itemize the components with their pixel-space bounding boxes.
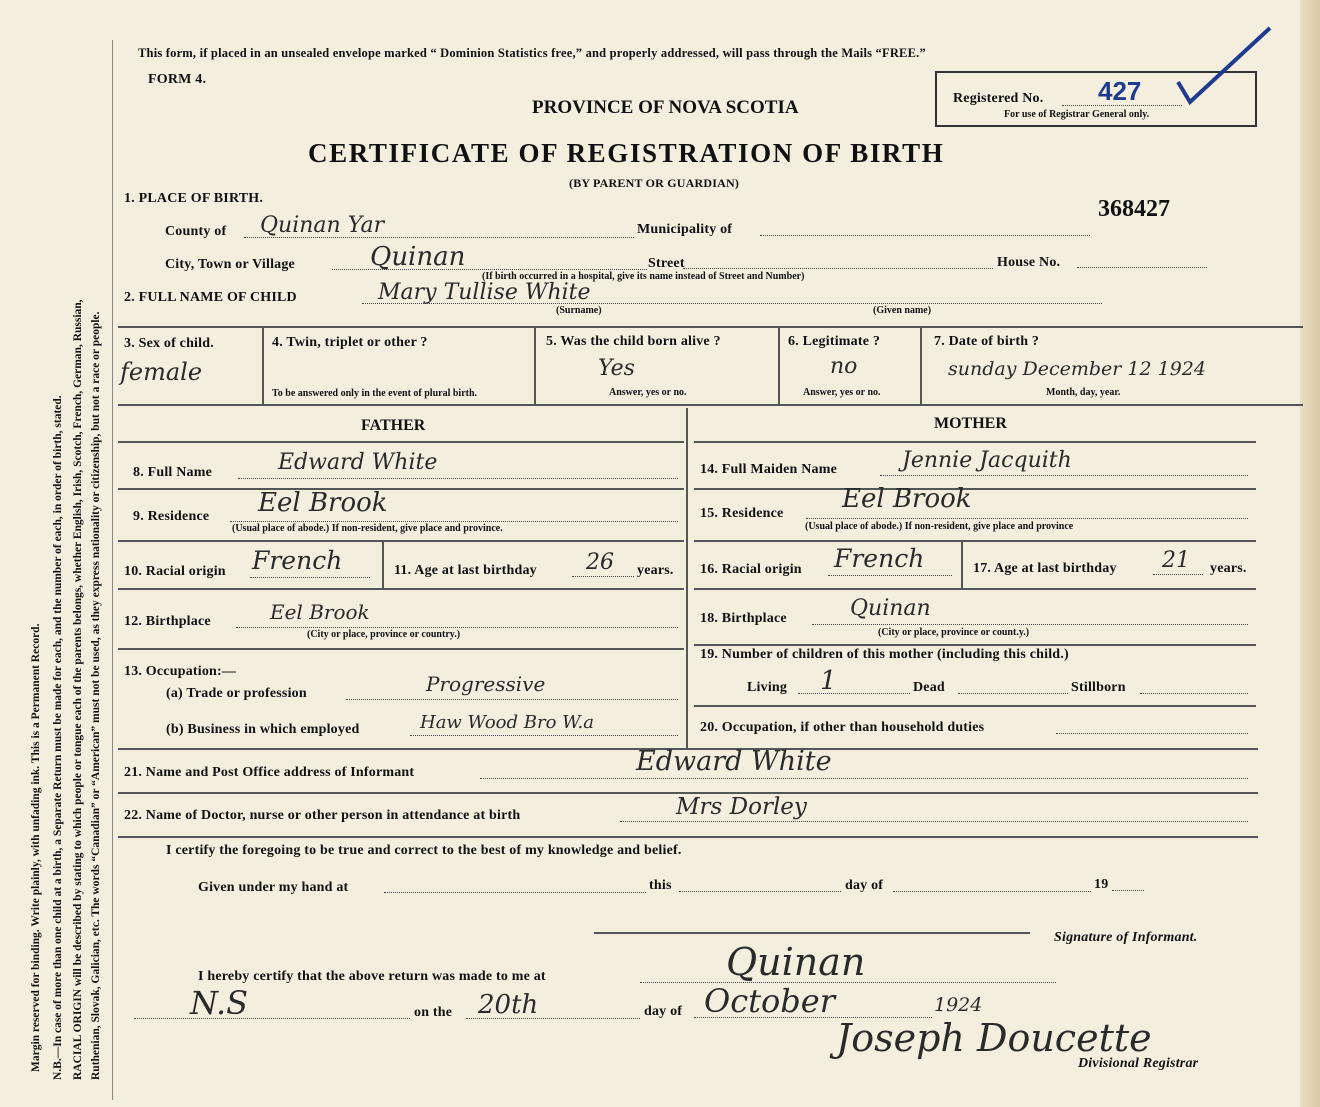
business-value: Haw Wood Bro W.a xyxy=(420,712,594,733)
place-section-label: 1. PLACE OF BIRTH. xyxy=(124,191,264,206)
mother-birthplace-line xyxy=(812,624,1248,625)
mother-name-label: 14. Full Maiden Name xyxy=(700,462,837,477)
given-under-label: Given under my hand at xyxy=(198,880,349,895)
father-residence-note: (Usual place of abode.) If non-resident, give place and province. xyxy=(232,523,503,534)
father-residence-value: Eel Brook xyxy=(258,488,388,518)
doctor-line xyxy=(620,821,1248,822)
mother-age-line xyxy=(1153,574,1203,575)
year-value: 1924 xyxy=(934,994,983,1016)
business-line xyxy=(410,735,678,736)
father-age-label: 11. Age at last birthday xyxy=(394,563,537,578)
rule xyxy=(118,441,684,443)
alive-label: 5. Was the child born alive ? xyxy=(546,334,721,349)
father-age-value: 26 xyxy=(586,550,614,575)
form-number: FORM 4. xyxy=(148,72,207,87)
mother-residence-value: Eel Brook xyxy=(842,484,972,514)
margin-note-2: N.B.—In case of more than one child at a birth, a Separate Return must be made for each, and the number of each, in order of birth, stated. xyxy=(52,395,64,1080)
day-of-label: day of xyxy=(845,878,884,893)
rule xyxy=(118,588,684,590)
registrar-place-value: Quinan xyxy=(726,940,866,984)
rule xyxy=(262,326,264,404)
year-prefix: 19 xyxy=(1094,877,1109,892)
father-racial-value: French xyxy=(252,546,343,575)
informant-signature-line xyxy=(594,932,1030,934)
mother-residence-note: (Usual place of abode.) If non-resident, give place and province xyxy=(805,521,1074,532)
father-name-label: 8. Full Name xyxy=(133,465,213,480)
informant-value: Edward White xyxy=(636,746,832,777)
certificate-title: CERTIFICATE OF REGISTRATION OF BIRTH xyxy=(308,138,945,168)
certificate-subtitle: (BY PARENT OR GUARDIAN) xyxy=(569,176,740,190)
rule xyxy=(694,705,1256,707)
column-divider xyxy=(686,408,688,748)
serial-number: 368427 xyxy=(1098,196,1170,222)
mother-racial-value: French xyxy=(834,544,925,573)
rule xyxy=(694,588,1256,590)
margin-note-4: Ruthenian, Slovak, Galician, etc. The words “Canadian” or “American” must not be used, as they express nationality or citizenship, but not a race or people. xyxy=(90,311,102,1080)
day-of2-label: day of xyxy=(644,1004,683,1019)
mother-birthplace-value: Quinan xyxy=(850,596,931,621)
legit-value: no xyxy=(830,354,858,379)
mother-heading: MOTHER xyxy=(934,415,1007,432)
informant-line xyxy=(480,778,1248,779)
father-heading: FATHER xyxy=(361,417,426,434)
father-birthplace-value: Eel Brook xyxy=(270,600,370,624)
alive-note: Answer, yes or no. xyxy=(609,387,687,398)
surname-note: (Surname) xyxy=(556,305,602,316)
occupation-label: 13. Occupation:— xyxy=(124,664,237,679)
informant-label: 21. Name and Post Office address of Informant xyxy=(124,765,415,780)
house-line xyxy=(1077,267,1207,268)
living-label: Living xyxy=(747,680,788,695)
province-line xyxy=(134,1018,410,1019)
living-line xyxy=(798,693,910,694)
rule xyxy=(920,326,922,404)
twin-note: To be answered only in the event of plural birth. xyxy=(272,388,478,399)
registrar-signature: Joseph Doucette xyxy=(836,1016,1152,1060)
living-value: 1 xyxy=(820,666,837,696)
father-residence-label: 9. Residence xyxy=(133,509,210,524)
doctor-label: 22. Name of Doctor, nurse or other person in attendance at birth xyxy=(124,808,521,823)
rule xyxy=(118,488,684,490)
mother-racial-label: 16. Racial origin xyxy=(700,562,802,577)
rule xyxy=(118,836,1258,838)
rule xyxy=(382,540,384,588)
rule xyxy=(961,540,963,588)
mail-notice: This form, if placed in an unsealed envelope marked “ Dominion Statistics free,” and properly addressed, will pass through the Mails “FREE.” xyxy=(138,46,926,60)
street-label: Street xyxy=(648,256,685,271)
alive-value: Yes xyxy=(598,356,635,381)
rule xyxy=(534,326,536,404)
city-value: Quinan xyxy=(370,242,466,272)
dead-label: Dead xyxy=(913,680,945,695)
children-label: 19. Number of children of this mother (including this child.) xyxy=(700,647,1069,662)
rule xyxy=(118,404,1303,406)
mother-residence-label: 15. Residence xyxy=(700,506,784,521)
child-name-value: Mary Tullise White xyxy=(378,280,591,305)
rule xyxy=(694,441,1256,443)
county-value: Quinan Yar xyxy=(260,213,385,238)
legit-note: Answer, yes or no. xyxy=(803,387,881,398)
mother-name-line xyxy=(880,475,1248,476)
rule xyxy=(694,540,1256,542)
mother-years-label: years. xyxy=(1210,561,1247,576)
registrar-statement: I hereby certify that the above return was made to me at xyxy=(198,969,546,984)
father-name-value: Edward White xyxy=(278,450,438,475)
legit-label: 6. Legitimate ? xyxy=(788,334,881,349)
day-value: 20th xyxy=(478,990,539,1020)
rule xyxy=(778,326,780,404)
rule xyxy=(118,648,684,650)
rule xyxy=(118,540,684,542)
father-age-line xyxy=(572,576,634,577)
mother-age-label: 17. Age at last birthday xyxy=(973,561,1117,576)
father-racial-line xyxy=(250,577,370,578)
on-the-label: on the xyxy=(414,1005,453,1020)
registrar-note: For use of Registrar General only. xyxy=(1004,109,1150,120)
registered-no-value: 427 xyxy=(1098,76,1142,106)
stillborn-line xyxy=(1140,693,1248,694)
mother-occupation-label: 20. Occupation, if other than household duties xyxy=(700,720,985,735)
business-label: (b) Business in which employed xyxy=(166,722,360,737)
dob-note: Month, day, year. xyxy=(1046,387,1121,398)
rule xyxy=(694,488,1256,490)
mother-age-value: 21 xyxy=(1162,548,1190,573)
rule xyxy=(694,644,1256,646)
registered-no-label: Registered No. xyxy=(953,91,1044,106)
dob-label: 7. Date of birth ? xyxy=(934,334,1040,349)
margin-note-1: Margin reserved for binding. Write plainly, with unfading ink. This is a Permanent Record. xyxy=(30,623,42,1072)
this-label: this xyxy=(649,878,672,893)
trade-label: (a) Trade or profession xyxy=(166,686,307,701)
street-line xyxy=(683,268,993,269)
paper-edge xyxy=(1300,0,1320,1107)
dead-line xyxy=(958,693,1068,694)
mother-birthplace-note: (City or place, province or count.y.) xyxy=(878,627,1030,638)
year-line xyxy=(1112,890,1144,891)
twin-label: 4. Twin, triplet or other ? xyxy=(272,335,428,350)
this-line xyxy=(679,891,841,892)
rule xyxy=(118,326,1303,328)
day-of-line xyxy=(893,891,1091,892)
mother-occupation-line xyxy=(1056,733,1248,734)
father-birthplace-line xyxy=(236,627,678,628)
checkmark-icon xyxy=(1170,20,1280,110)
sex-value: female xyxy=(120,358,203,386)
stillborn-label: Stillborn xyxy=(1071,680,1126,695)
mother-birthplace-label: 18. Birthplace xyxy=(700,611,787,626)
father-residence-line xyxy=(230,521,678,522)
mother-residence-line xyxy=(806,518,1248,519)
trade-value: Progressive xyxy=(426,672,546,696)
mother-racial-line xyxy=(828,575,952,576)
father-name-line xyxy=(238,478,678,479)
margin-rule xyxy=(112,40,113,1100)
municipality-line xyxy=(760,235,1090,236)
municipality-label: Municipality of xyxy=(637,222,733,237)
sex-label: 3. Sex of child. xyxy=(124,336,214,351)
trade-line xyxy=(346,699,678,700)
given-place-line xyxy=(384,892,646,893)
father-years-label: years. xyxy=(637,563,674,578)
margin-note-3: RACIAL ORIGIN will be described by stating to which people or tongue each of the parents belongs, whether English, Irish, Scotch, French, German, Russian, xyxy=(72,299,84,1080)
doctor-value: Mrs Dorley xyxy=(676,794,807,820)
registrar-title: Divisional Registrar xyxy=(1078,1056,1199,1071)
province-heading: PROVINCE OF NOVA SCOTIA xyxy=(532,97,799,118)
hospital-note: (If birth occurred in a hospital, give its name instead of Street and Number) xyxy=(482,271,805,282)
given-note: (Given name) xyxy=(873,305,932,316)
dob-value: sunday December 12 1924 xyxy=(948,358,1206,380)
certify-statement: I certify the foregoing to be true and correct to the best of my knowledge and belief. xyxy=(166,843,682,858)
city-label: City, Town or Village xyxy=(165,257,295,272)
father-racial-label: 10. Racial origin xyxy=(124,564,226,579)
county-label: County of xyxy=(165,224,227,239)
province-value: N.S xyxy=(190,984,249,1022)
father-birthplace-note: (City or place, province or country.) xyxy=(307,629,461,640)
house-label: House No. xyxy=(997,255,1061,270)
informant-signature-label: Signature of Informant. xyxy=(1054,930,1198,945)
mother-name-value: Jennie Jacquith xyxy=(902,448,1072,473)
child-name-label: 2. FULL NAME OF CHILD xyxy=(124,290,297,305)
month-value: October xyxy=(704,982,835,1020)
father-birthplace-label: 12. Birthplace xyxy=(124,614,211,629)
